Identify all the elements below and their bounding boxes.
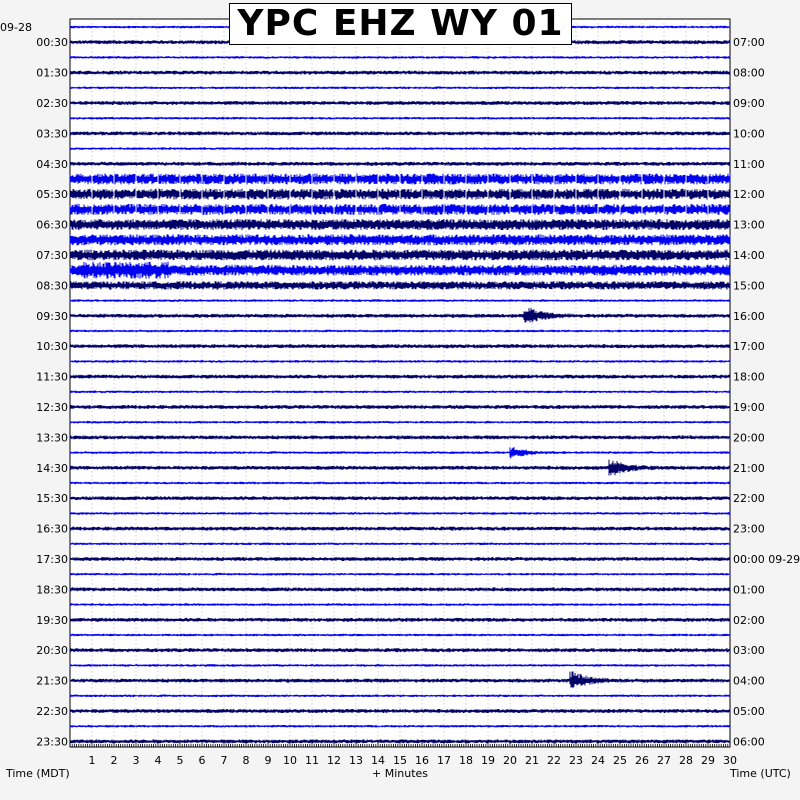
left-time-label: 01:30 (36, 66, 68, 80)
left-time-label: 06:30 (36, 218, 68, 232)
right-axis-caption: Time (UTC) (730, 767, 791, 780)
left-time-label: 10:30 (36, 340, 68, 354)
right-time-label: 16:00 (733, 309, 765, 323)
left-time-label: 23:30 (36, 735, 68, 749)
left-time-label: 12:30 (36, 401, 68, 414)
right-time-label: 18:00 (733, 370, 765, 384)
x-tick-label: 4 (154, 754, 162, 767)
x-tick-label: 13 (349, 754, 363, 767)
x-tick-label: 23 (569, 754, 583, 767)
right-time-label: 17:00 (733, 340, 765, 354)
right-time-label: 19:00 (733, 401, 765, 414)
right-time-label: 23:00 (733, 522, 765, 536)
x-tick-label: 24 (591, 754, 605, 767)
right-time-label: 11:00 (733, 157, 765, 171)
right-time-label: 04:00 (733, 674, 765, 688)
left-time-label: 15:30 (36, 492, 68, 506)
left-time-label: 08:30 (36, 279, 68, 293)
left-time-label: 22:30 (36, 705, 68, 718)
x-tick-label: 1 (88, 754, 96, 767)
x-tick-label: 29 (701, 754, 715, 767)
left-time-label: 04:30 (36, 157, 68, 171)
right-time-label: 08:00 (733, 66, 765, 80)
x-tick-label: 27 (657, 754, 671, 767)
x-tick-label: 16 (415, 754, 429, 767)
right-time-label: 13:00 (733, 218, 765, 232)
x-tick-label: 10 (283, 754, 297, 767)
right-time-label: 21:00 (733, 461, 765, 475)
x-tick-label: 12 (327, 754, 341, 767)
right-time-label: 14:00 (733, 249, 765, 262)
right-time-label: 12:00 (733, 188, 765, 202)
right-time-label: 09:00 (733, 97, 765, 110)
right-time-label: 06:00 (733, 735, 765, 749)
left-time-label: 00:30 (36, 36, 68, 50)
x-tick-label: 20 (503, 754, 517, 767)
x-tick-label: 15 (393, 754, 407, 767)
x-tick-label: 28 (679, 754, 693, 767)
left-time-label: 05:30 (36, 188, 68, 202)
start-date-label: 09-28 (0, 21, 32, 34)
right-time-label: 22:00 (733, 492, 765, 506)
right-time-label: 15:00 (733, 279, 765, 293)
right-time-label: 00:00 09-29 (733, 553, 800, 566)
x-tick-label: 30 (723, 754, 737, 767)
left-time-label: 17:30 (36, 553, 68, 566)
x-tick-label: 6 (198, 754, 206, 767)
x-tick-label: 25 (613, 754, 627, 767)
x-tick-label: 5 (176, 754, 184, 767)
x-tick-label: 11 (305, 754, 319, 767)
x-tick-label: 8 (242, 754, 250, 767)
left-time-label: 07:30 (36, 249, 68, 262)
right-time-label: 03:00 (733, 644, 765, 658)
left-time-label: 14:30 (36, 461, 68, 475)
right-time-label: 07:00 (733, 36, 765, 50)
left-time-label: 02:30 (36, 97, 68, 110)
right-time-label: 20:00 (733, 431, 765, 445)
x-axis-caption: + Minutes (372, 767, 429, 780)
left-time-label: 19:30 (36, 613, 68, 627)
left-time-label: 09:30 (36, 309, 68, 323)
left-time-label: 18:30 (36, 583, 68, 597)
x-tick-label: 14 (371, 754, 385, 767)
x-tick-label: 26 (635, 754, 649, 767)
left-time-label: 21:30 (36, 674, 68, 688)
left-time-label: 13:30 (36, 431, 68, 445)
x-tick-label: 21 (525, 754, 539, 767)
right-time-label: 10:00 (733, 127, 765, 141)
x-tick-label: 22 (547, 754, 561, 767)
x-tick-label: 7 (220, 754, 228, 767)
left-time-label: 20:30 (36, 644, 68, 658)
left-time-label: 16:30 (36, 522, 68, 536)
x-tick-label: 19 (481, 754, 495, 767)
right-time-label: 02:00 (733, 613, 765, 627)
left-axis-caption: Time (MDT) (6, 767, 70, 780)
right-time-label: 01:00 (733, 583, 765, 597)
x-tick-label: 9 (264, 754, 272, 767)
left-time-label: 11:30 (36, 370, 68, 384)
x-tick-label: 18 (459, 754, 473, 767)
x-tick-label: 17 (437, 754, 451, 767)
chart-title: YPC EHZ WY 01 (229, 3, 572, 45)
right-time-label: 05:00 (733, 705, 765, 718)
x-tick-label: 2 (110, 754, 118, 767)
left-time-label: 03:30 (36, 127, 68, 141)
x-tick-label: 3 (132, 754, 140, 767)
